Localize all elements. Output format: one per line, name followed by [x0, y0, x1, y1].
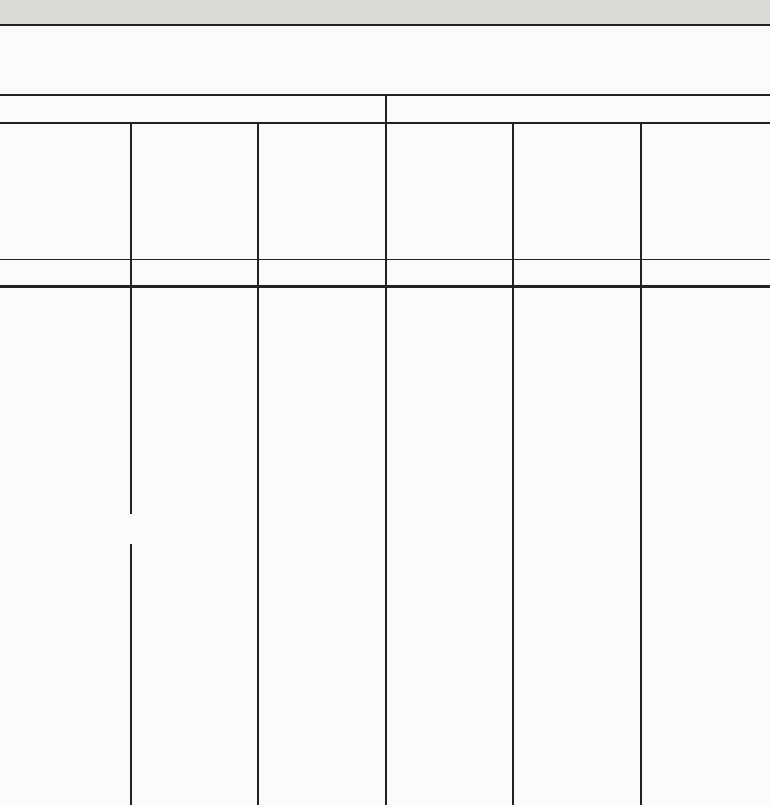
departure-note: [0, 260, 90, 284]
stop-pushkarevskoe-boarding: [0, 124, 130, 258]
stop-ulges: [259, 124, 385, 258]
stop-trk-spartak: [387, 124, 512, 258]
banner-title: [0, 0, 770, 26]
stop-12-sentyabrya-reverse: [514, 124, 640, 258]
header-row-park: [0, 28, 770, 60]
stop-12-sentyabrya-forward: [132, 124, 257, 258]
stop-pushkarevskoe-alighting: [642, 124, 770, 258]
arrival-note: [642, 260, 770, 284]
header-row-route: [0, 60, 770, 94]
col-divider-1b: [130, 544, 132, 805]
times-top-line: [0, 285, 770, 288]
